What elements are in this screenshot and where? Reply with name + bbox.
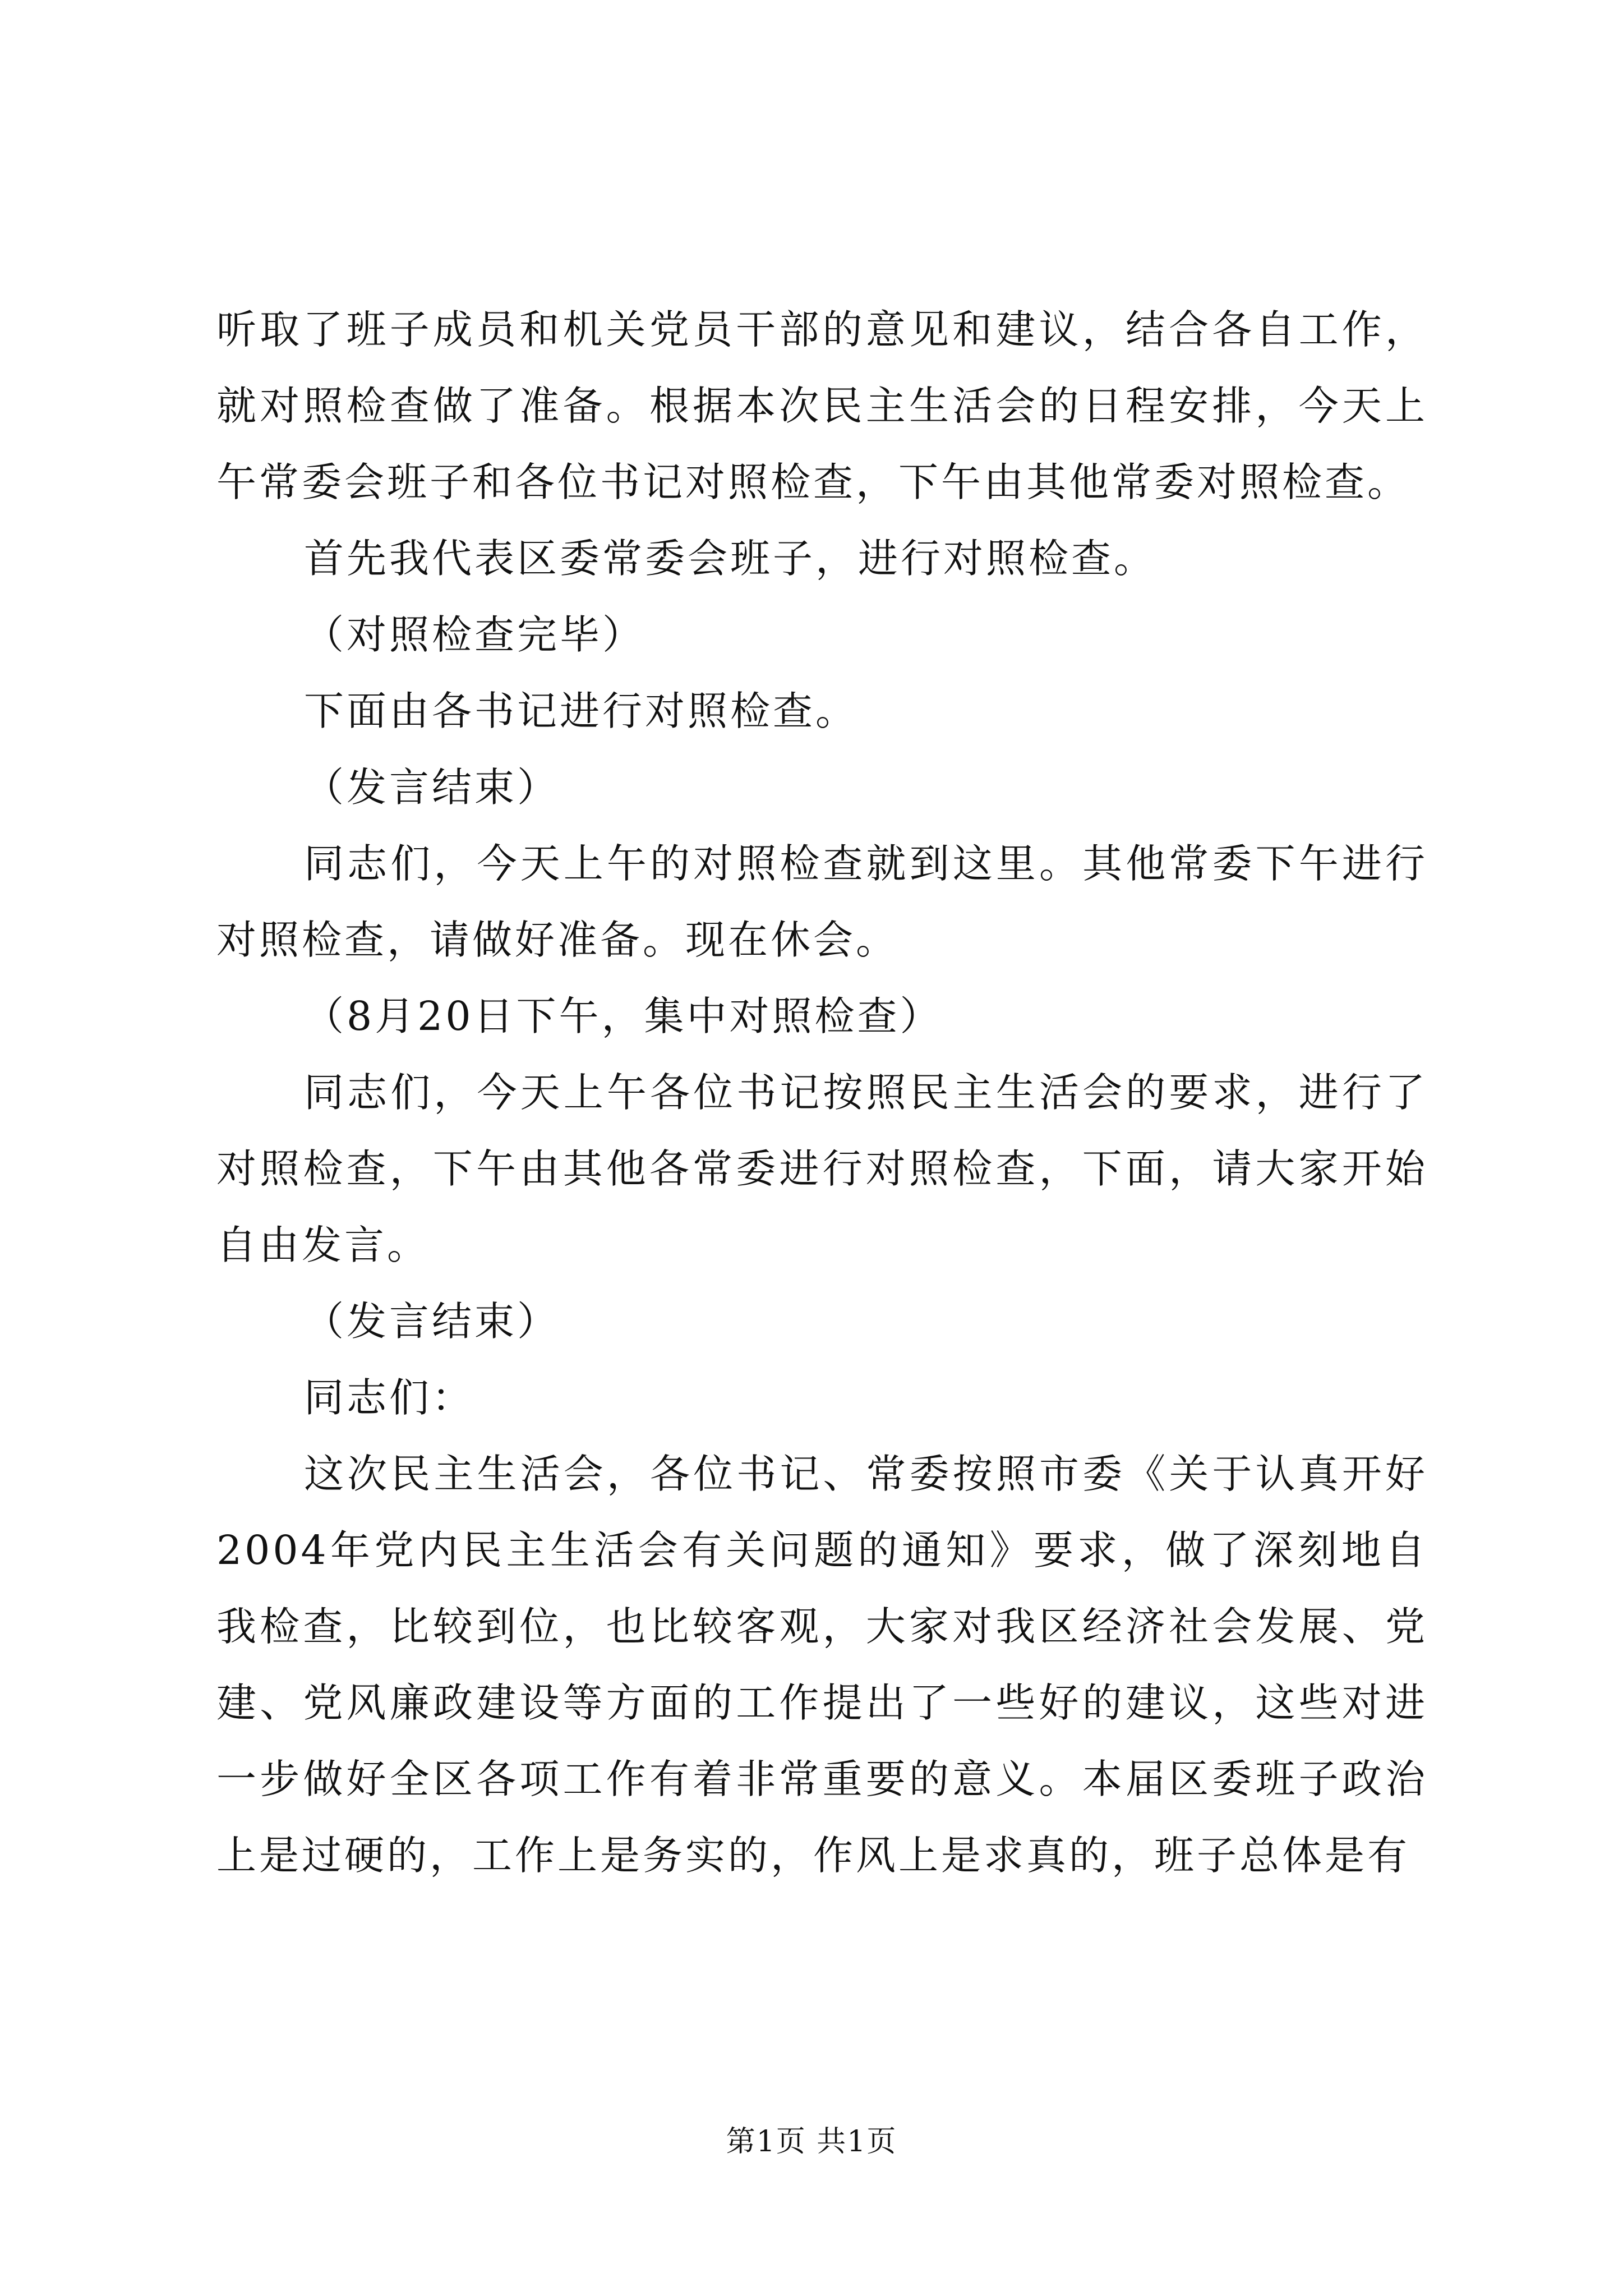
- paragraph-4: 下面由各书记进行对照检查。: [304, 688, 859, 734]
- paragraph-3: （对照检查完毕）: [304, 611, 645, 658]
- paragraph-8: 同志们，今天上午各位书记按照民主生活会的要求，进行了对照检查，下午由其他各常委进行对照检查，下面，请大家开始自由发言。: [216, 1069, 1428, 1268]
- paragraph-11: 这次民主生活会，各位书记、常委按照市委《关于认真开好2004年党内民主生活会有关问题的通知》要求，做了深刻地自我检查，比较到位，也比较客观，大家对我区经济社会发展、党建、党风廉政建设等方面的工作提出了一些好的建议，这些对进一步做好全区各项工作有着非常重要的意义。本届区委班子政治上是过硬的，工作上是务实的，作风上是求真的，班子总体是有: [216, 1451, 1428, 1879]
- page-number-label: 第1页 共1页: [726, 2125, 897, 2159]
- paragraph-2: 首先我代表区委常委会班子，进行对照检查。: [304, 535, 1157, 582]
- paragraph-5: （发言结束）: [304, 764, 560, 811]
- document-body: [216, 292, 1428, 1894]
- paragraph-10: 同志们：: [304, 1374, 475, 1421]
- paragraph-7: （8月20日下午，集中对照检查）: [304, 993, 943, 1039]
- paragraph-6: 同志们，今天上午的对照检查就到这里。其他常委下午进行对照检查，请做好准备。现在休会。: [216, 840, 1428, 963]
- page-footer: [0, 2118, 1623, 2160]
- paragraph-9: （发言结束）: [304, 1298, 560, 1345]
- paragraph-1: 听取了班子成员和机关党员干部的意见和建议，结合各自工作，就对照检查做了准备。根据本次民主生活会的日程安排，今天上午常委会班子和各位书记对照检查，下午由其他常委对照检查。: [216, 306, 1428, 505]
